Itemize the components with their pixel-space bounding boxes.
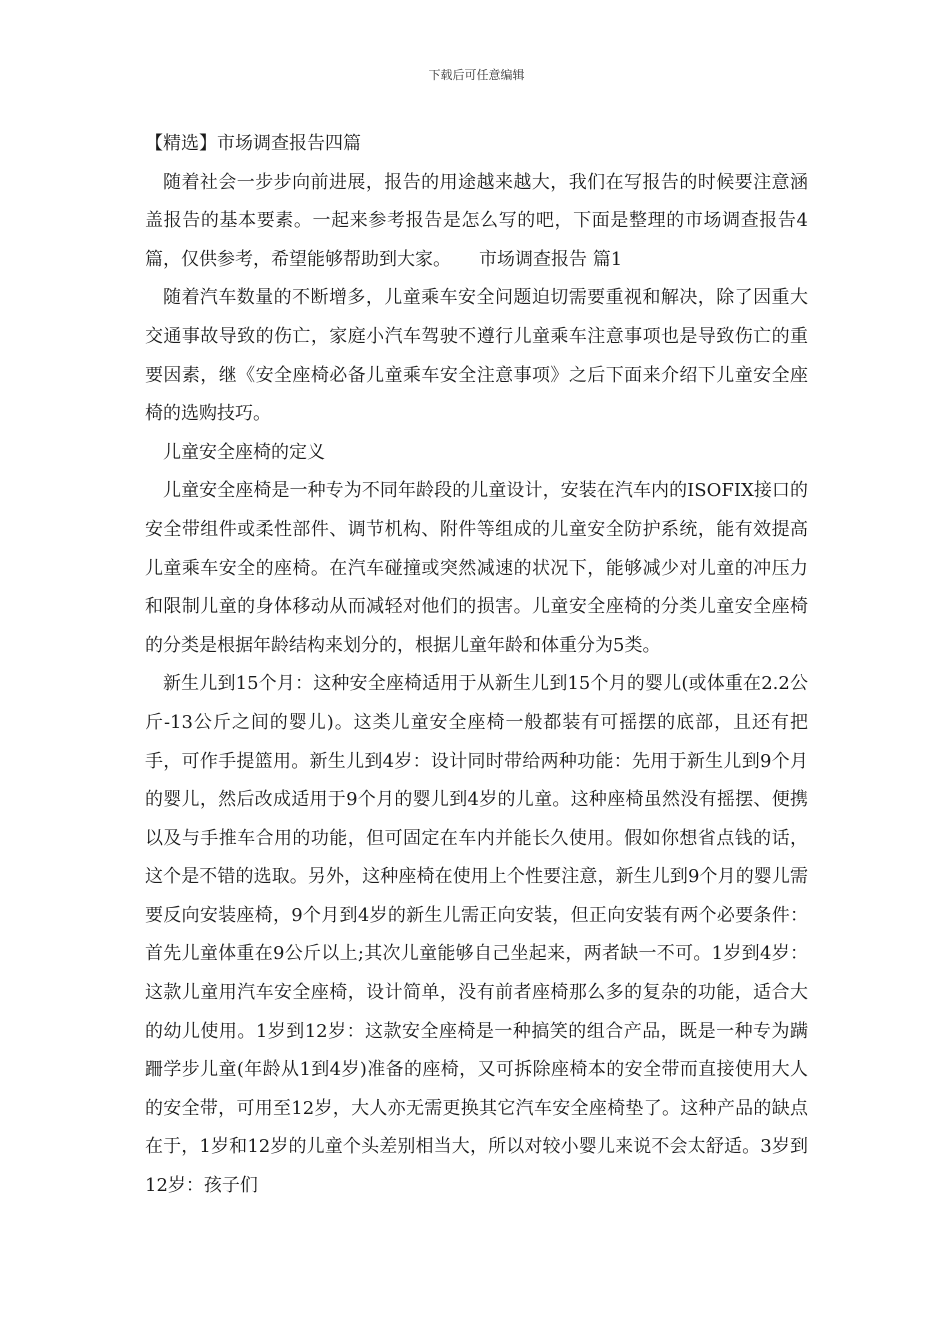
intro-paragraph <box>145 164 808 280</box>
paragraph-categories: 新生儿到15个月：这种安全座椅适用于从新生儿到15个月的婴儿(或体重在2.2公斤-13公斤之间的婴儿)。这类儿童安全座椅一般都装有可摇摆的底部，且还有把手，可作手提篮用。新生儿到4岁：设计同时带给两种功能：先用于新生儿到9个月的婴儿，然后改成适用于9个月的婴儿到4岁的儿童。这种座椅虽然没有摇摆、便携以及与手推车合用的功能，但可固定在车内并能长久使用。假如你想省点钱的话，这个是不错的选取。另外，这种座椅在使用上个性要注意，新生儿到9个月的婴儿需要反向安装座椅，9个月到4岁的新生儿需正向安装，但正向安装有两个必要条件：首先儿童体重在9公斤以上;其次儿童能够自己坐起来，两者缺一不可。1岁到4岁：这款儿童用汽车安全座椅，设计简单，没有前者座椅那么多的复杂的功能，适合大的幼儿使用。1岁到12岁：这款安全座椅是一种搞笑的组合产品，既是一种专为蹒跚学步儿童(年龄从1到4岁)准备的座椅，又可拆除座椅本的安全带而直接使用大人的安全带，可用至12岁，大人亦无需更换其它汽车安全座椅垫了。这种产品的缺点在于，1岁和12岁的儿童个头差别相当大，所以对较小婴儿来说不会太舒适。3岁到12岁：孩子们 <box>145 673 808 1197</box>
document-title: 【精选】市场调查报告四篇 <box>145 133 361 154</box>
page-header: 下载后可任意编辑 <box>428 68 525 82</box>
paragraph-background: 随着汽车数量的不断增多，儿童乘车安全问题迫切需要重视和解决，除了因重大交通事故导致的伤亡，家庭小汽车驾驶不遵行儿童乘车注意事项也是导致伤亡的重要因素，继《安全座椅必备儿童乘车安全注意事项》之后下面来介绍下儿童安全座椅的选购技巧。 <box>145 287 808 425</box>
section-label: 市场调查报告 篇1 <box>479 248 623 270</box>
paragraph-definition: 儿童安全座椅是一种专为不同年龄段的儿童设计，安装在汽车内的ISOFIX接口的安全带组件或柔性部件、调节机构、附件等组成的儿童安全防护系统，能有效提高儿童乘车安全的座椅。在汽车碰撞或突然减速的状况下，能够减少对儿童的冲压力和限制儿童的身体移动从而减轻对他们的损害。儿童安全座椅的分类儿童安全座椅的分类是根据年龄结构来划分的，根据儿童年龄和体重分为5类。 <box>145 480 808 656</box>
intro-text: 随着社会一步步向前进展，报告的用途越来越大，我们在写报告的时候要注意涵盖报告的基本要素。一起来参考报告是怎么写的吧，下面是整理的市场调查报告4篇，仅供参考，希望能够帮助到大家。 <box>145 171 808 270</box>
section-heading-definition: 儿童安全座椅的定义 <box>163 441 325 463</box>
document-body <box>145 125 808 1206</box>
